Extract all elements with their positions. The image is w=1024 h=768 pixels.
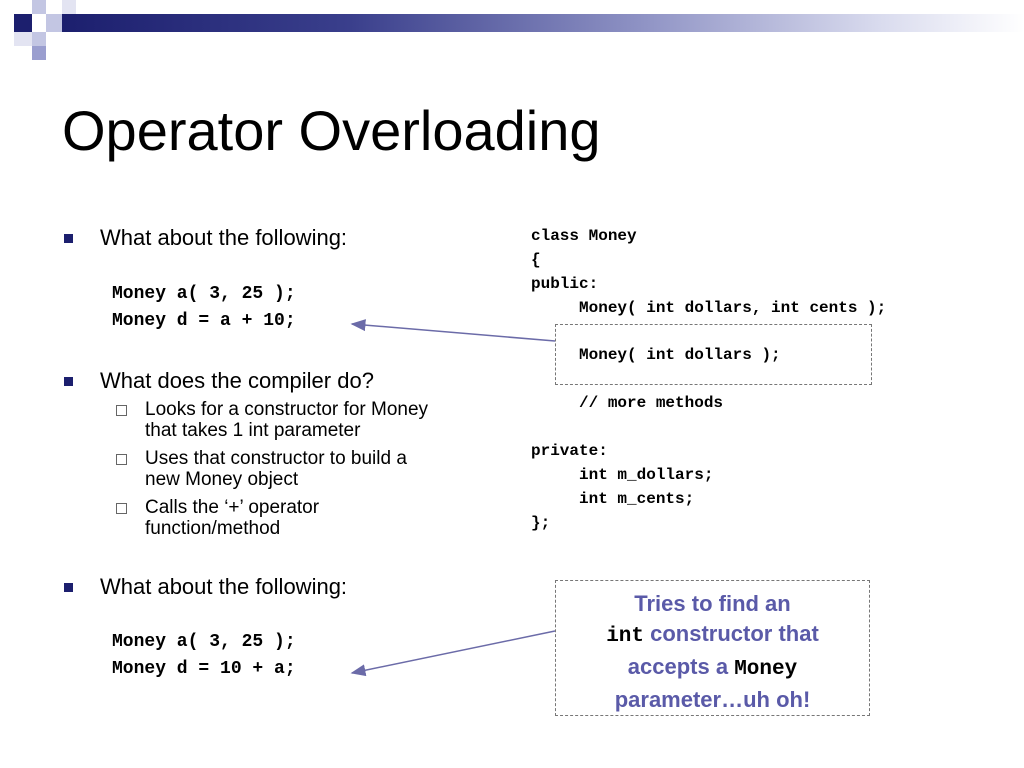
class-code-line: int m_cents; (531, 490, 695, 508)
sub-bullet-line: new Money object (145, 469, 299, 490)
code-line: Money d = a + 10; (112, 311, 296, 331)
arrow-to-code2 (352, 631, 555, 673)
class-code-line: }; (531, 514, 551, 532)
callout-line: Tries to find an (634, 591, 791, 616)
callout-line: parameter…uh oh! (614, 687, 811, 712)
arrow-to-code1 (352, 324, 555, 341)
class-code-line: class Money (531, 227, 637, 245)
class-code-line: int m_dollars; (531, 466, 714, 484)
class-code-line: Money( int dollars, int cents ); (531, 299, 887, 317)
class-code-line: Money( int dollars ); (531, 346, 781, 364)
class-code-line: // more methods (531, 394, 724, 412)
code-line: Money a( 3, 25 ); (112, 632, 296, 652)
sub-bullet-line: Calls the ‘+’ operator (145, 497, 320, 518)
sub-bullet-line: that takes 1 int parameter (145, 420, 361, 441)
class-code-line: public: (531, 275, 599, 293)
int-keyword: int (606, 625, 644, 648)
slide-title: Operator Overloading (62, 99, 601, 162)
class-code-line: { (531, 251, 541, 269)
class-code-line: private: (531, 442, 608, 460)
sub-bullet-line: Uses that constructor to build a (145, 448, 407, 469)
bullet-text: What does the compiler do? (100, 368, 374, 393)
sub-bullet-line: function/method (145, 518, 281, 539)
callout-text: accepts a (627, 654, 735, 679)
bullet-text: What about the following: (100, 225, 348, 250)
sub-bullet-line: Looks for a constructor for Money (145, 399, 429, 420)
money-keyword: Money (734, 658, 798, 681)
code-line: Money d = 10 + a; (112, 659, 296, 679)
code-line: Money a( 3, 25 ); (112, 284, 296, 304)
bullet-text: What about the following: (100, 574, 348, 599)
callout-text: constructor that (644, 621, 819, 646)
